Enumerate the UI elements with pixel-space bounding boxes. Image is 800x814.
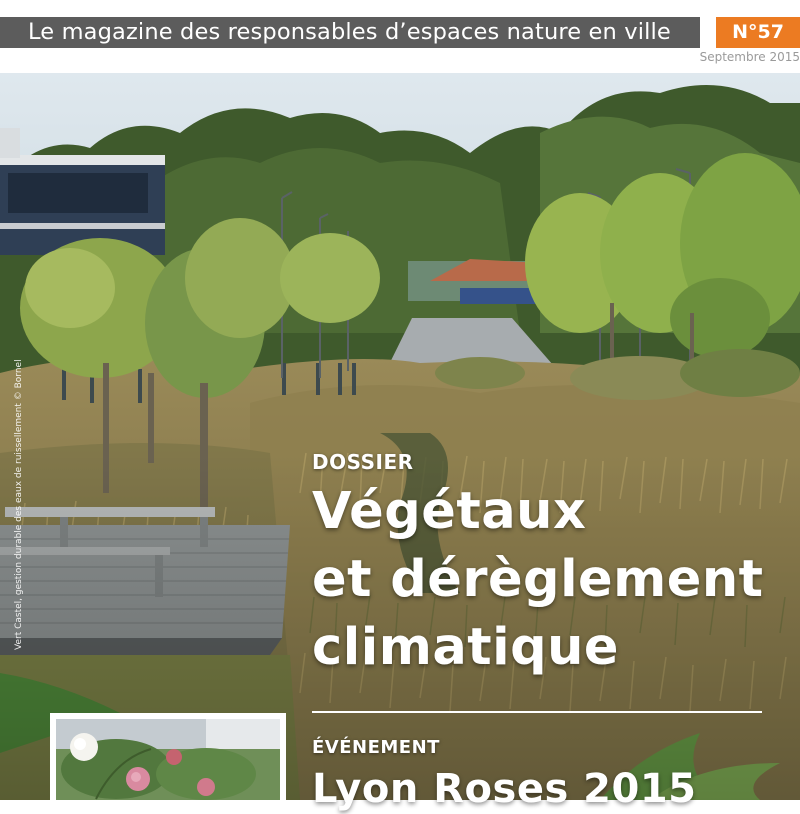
dossier-title — [312, 478, 764, 682]
divider-line — [312, 711, 762, 713]
cover-photo — [0, 73, 800, 800]
dossier-title-line-2: et dérèglement — [312, 550, 764, 609]
magazine-tagline: Le magazine des responsables d’espaces nature en ville — [28, 19, 671, 45]
inset-photo-frame — [50, 713, 286, 800]
event-label: ÉVÉNEMENT — [312, 737, 440, 758]
roses-photo — [56, 719, 280, 800]
issue-number: N°57 — [732, 21, 784, 43]
dossier-title-line-3: climatique — [312, 618, 620, 677]
publication-date: Septembre 2015 — [699, 50, 800, 64]
issue-number-badge — [716, 17, 800, 48]
dossier-label: DOSSIER — [312, 450, 414, 474]
event-title: Lyon Roses 2015 — [312, 766, 697, 812]
dossier-title-line-1: Végétaux — [312, 482, 587, 541]
